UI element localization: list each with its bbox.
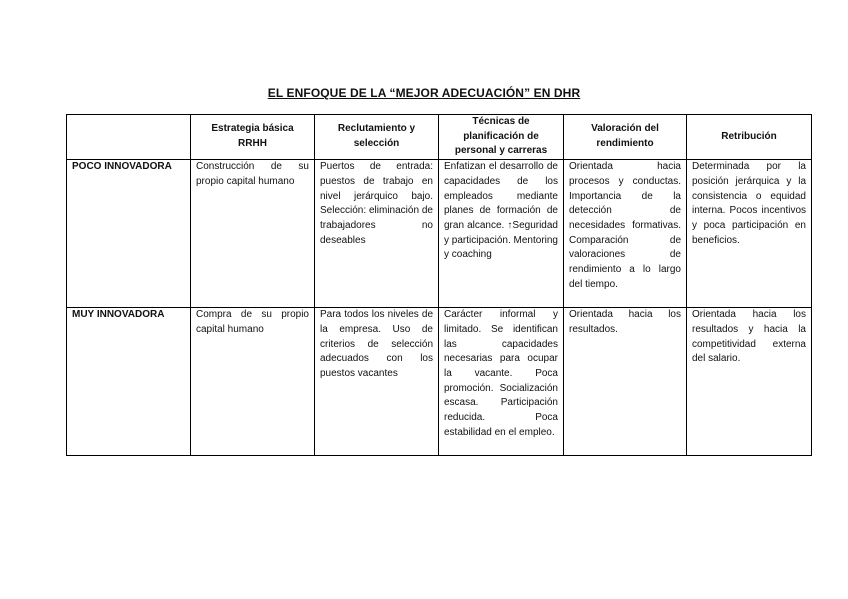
row-label: MUY INNOVADORA [67, 308, 191, 456]
header-empty [67, 115, 191, 160]
table-cell: Orientada hacia los resultados y hacia la competitividad externa del salario. [687, 308, 812, 456]
table-row [67, 308, 812, 456]
table-cell: Construcción de su propio capital humano [191, 160, 315, 308]
header-compensation: Retribución [687, 115, 812, 160]
header-strategy: Estrategia básica RRHH [191, 115, 315, 160]
table-cell: Compra de su propio capital humano [191, 308, 315, 456]
header-performance: Valoración del rendimiento [564, 115, 687, 160]
row-label: POCO INNOVADORA [67, 160, 191, 308]
table-cell: Para todos los niveles de la empresa. Uso de criterios de selección adecuados con los puestos vacantes [315, 308, 439, 456]
table-header-row [67, 115, 812, 160]
page-title: EL ENFOQUE DE LA “MEJOR ADECUACIÓN” EN DHR [267, 86, 581, 100]
table-cell: Enfatizan el desarrollo de capacidades de los empleados mediante planes de formación de gran alcance. ↑Seguridad y participación. Mentoring y coaching [439, 160, 564, 308]
table-cell: Carácter informal y limitado. Se identifican las capacidades necesarias para ocupar la vacante. Poca promoción. Socialización escasa. Participación reducida. Poca estabilidad en el empleo. [439, 308, 564, 456]
header-recruitment: Reclutamiento y selección [315, 115, 439, 160]
table-row [67, 160, 812, 308]
table-cell: Determinada por la posición jerárquica y la consistencia o equidad interna. Pocos incentivos y poca participación en beneficios. [687, 160, 812, 308]
hrm-approach-table [66, 114, 812, 456]
table-cell: Orientada hacia procesos y conductas. Importancia de la detección de necesidades formativas. Comparación de valoraciones de rendimiento a lo largo del tiempo. [564, 160, 687, 308]
table-cell: Orientada hacia los resultados. [564, 308, 687, 456]
header-planning: Técnicas de planificación de personal y carreras [439, 115, 564, 160]
table-cell: Puertos de entrada: puestos de trabajo en nivel jerárquico bajo. Selección: eliminación de trabajadores no deseables [315, 160, 439, 308]
